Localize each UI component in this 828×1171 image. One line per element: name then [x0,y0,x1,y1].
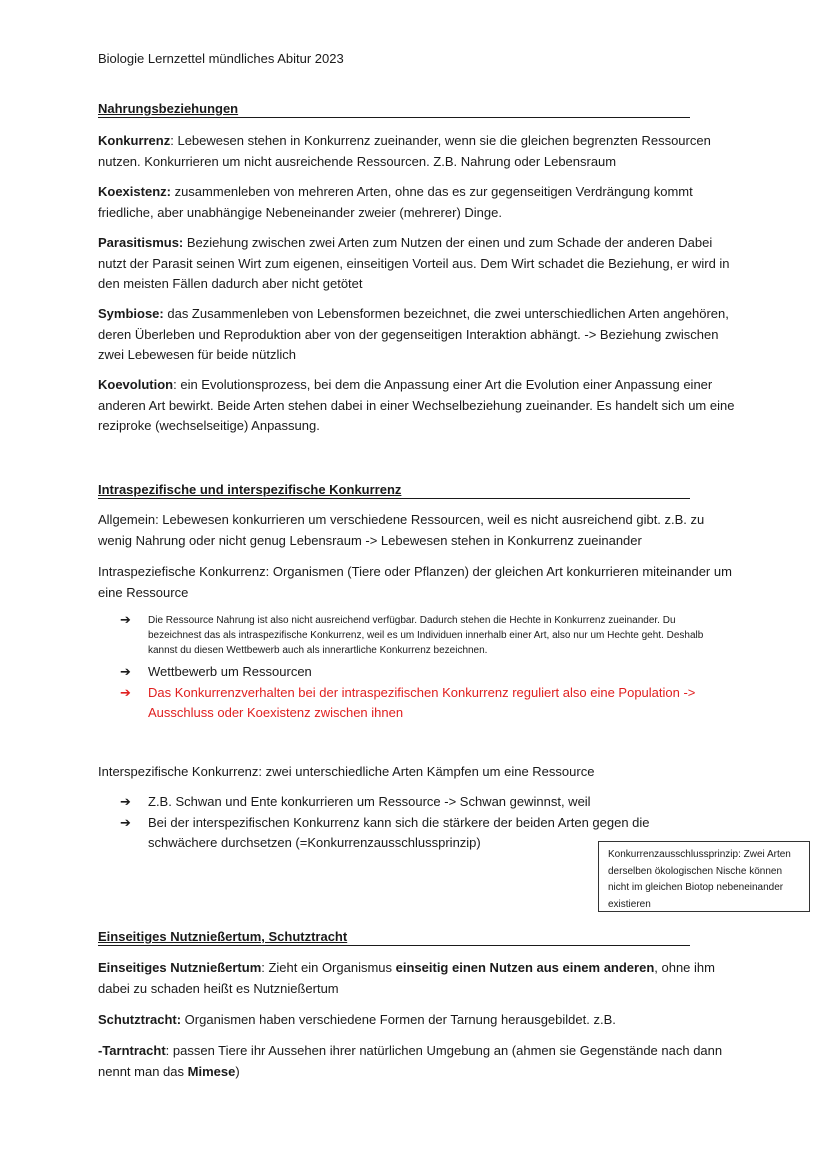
definition-text: ) [235,1063,240,1079]
paragraph-allgemein: Allgemein: Lebewesen konkurrieren um verschiedene Ressourcen, weil es nicht ausreichend gibt. z.B. zu wenig Nahrung oder nicht genug Lebensraum -> Lebewesen stehen in Konkurrenz zueinander [98,512,705,548]
emphasis-text: einseitig einen Nutzen aus einem anderen [395,960,655,975]
definition-koevolution: : ein Evolutionsprozess, bei dem die Anpassung einer Art die Evolution einer Anpassung einer anderen Art bewirkt. Beide Arten stehen dabei in einer Wechselbeziehung zueinander. Es handelt sich um eine reziproke (wechselseitige) Anpassung. [98,377,735,433]
term-koevolution: Koevolution [98,377,174,392]
paragraph-schutztracht [98,1010,738,1031]
term-mimese: Mimese [187,1063,236,1079]
paragraph-intraspezifisch: Intraspeziefische Konkurrenz: Organismen (Tiere oder Pflanzen) der gleichen Art konkurrieren miteinander um eine Ressource [98,564,732,600]
definition-konkurrenz: : Lebewesen stehen in Konkurrenz zueinander, wenn sie die gleichen begrenzten Ressourcen nutzen. Konkurrieren um nicht ausreichende Ressourcen. Z.B. Nahrung oder Lebensraum [98,133,711,169]
arrow-right-icon: ➔ [120,794,131,809]
definition-symbiose: das Zusammenleben von Lebensformen bezeichnet, die zwei unterschiedlichen Arten angehören, deren Überleben und Reproduktion aber von der gegenseitigen Interaktion abhängt. -> Beziehung zwischen zwei Lebewesen für beide nützlich [98,306,729,362]
paragraph-parasitismus [98,233,738,295]
term-schutztracht: Schutztracht: [98,1012,182,1027]
arrow-right-icon: ➔ [120,684,131,700]
definition-koexistenz: zusammenleben von mehreren Arten, ohne das es zur gegenseitigen Verdrängung kommt friedliche, aber unabhängige Nebeneinander zweier (mehrerer) Dinge. [98,184,693,220]
bullet-text: Bei der interspezifischen Konkurrenz kann sich die stärkere der beiden Arten gegen die schwächere durchsetzen (=Konkurrenzausschlussprinzip) [148,814,650,850]
list-item [120,613,720,658]
section-heading-konkurrenz: Intraspezifische und interspezifische Konkurrenz [98,482,690,499]
definition-parasitismus: Beziehung zwischen zwei Arten zum Nutzen der einen und zum Schade der anderen Dabei nutzt der Parasit seinen Wirt zum eigenen, einseitigen Vorteil aus. Dem Wirt schadet die Beziehung, er wird in den meisten Fällen dadurch aber nicht getötet [98,235,730,291]
arrow-right-icon: ➔ [120,612,131,627]
note-box-konkurrenzausschlussprinzip: Konkurrenzausschlussprinzip: Zwei Arten derselben ökologischen Nische können nicht im gleichen Biotop nebeneinander existieren [598,841,810,912]
definition-text: , ohne ihm dabei zu schaden heißt es Nutznießertum [98,960,715,996]
paragraph-konkurrenz [98,131,738,172]
bullet-text: Das Konkurrenzverhalten bei der intraspezifischen Konkurrenz reguliert also eine Population -> Ausschluss oder Koexistenz zwischen ihnen [148,684,696,720]
bullet-text: Die Ressource Nahrung ist also nicht ausreichend verfügbar. Dadurch stehen die Hechte in Konkurrenz zueinander. Du bezeichnest das als intraspezifische Konkurrenz, weil es um Individuen innerhalb einer Art, also nur um Hechte geht. Deshalb kannst du diesen Wettbewerb auch als innerartliche Konkurrenz bezeichnen. [148,615,704,656]
paragraph-symbiose [98,304,738,366]
bullet-text: Z.B. Schwan und Ente konkurrieren um Ressource -> Schwan gewinnst, weil [148,794,591,809]
definition-text: Organismen haben verschiedene Formen der Tarnung herausgebildet. z.B. [181,1012,616,1027]
bullet-list-intra [120,662,720,724]
paragraph-tarntracht [98,1041,738,1082]
definition-text: : Zieht ein Organismus [261,960,396,975]
term-koexistenz: Koexistenz: [98,184,171,199]
paragraph-interspezifisch: Interspezifische Konkurrenz: zwei unterschiedliche Arten Kämpfen um eine Ressource [98,764,595,779]
term-tarntracht: -Tarntracht [98,1043,166,1058]
paragraph-koevolution [98,375,738,437]
arrow-right-icon: ➔ [120,814,131,830]
list-item [120,662,720,683]
paragraph-nutzniessertum [98,958,738,999]
bullet-list-intra-detail [120,613,720,662]
term-symbiose: Symbiose: [98,306,164,321]
paragraph-koexistenz [98,182,738,223]
document-header: Biologie Lernzettel mündliches Abitur 2023 [98,51,344,66]
term-parasitismus: Parasitismus: [98,235,184,250]
arrow-right-icon: ➔ [120,664,131,679]
list-item-highlight [120,683,720,724]
term-konkurrenz: Konkurrenz [98,133,171,148]
bullet-text: Wettbewerb um Ressourcen [148,664,312,679]
list-item [120,792,720,813]
section-heading-nutzniessertum: Einseitiges Nutznießertum, Schutztracht [98,929,690,946]
term-nutzniessertum: Einseitiges Nutznießertum [98,960,262,975]
definition-text: : passen Tiere ihr Aussehen ihrer natürlichen Umgebung an (ahmen sie Gegenstände nach dann nennt man das [98,1043,723,1079]
section-heading-nahrungsbeziehungen: Nahrungsbeziehungen [98,101,690,118]
